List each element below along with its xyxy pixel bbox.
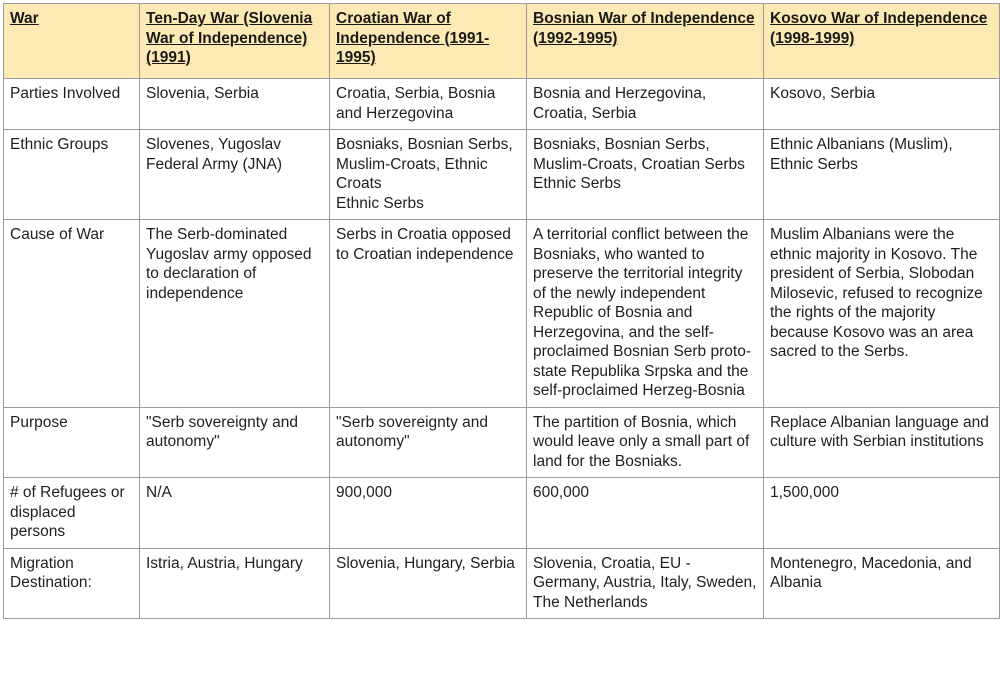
cell-text: Serbs in Croatia opposed to Croatian independence xyxy=(336,226,514,263)
table-cell-croatian xyxy=(330,79,527,130)
table-cell-croatian xyxy=(330,407,527,478)
header-war-croatian: Croatian War of Independence (1991-1995) xyxy=(330,4,527,79)
cell-text: "Serb sovereignty and autonomy" xyxy=(336,413,488,450)
table-cell-bosnian xyxy=(527,548,764,619)
cell-text: 1,500,000 xyxy=(770,484,839,501)
header-row xyxy=(4,4,1000,79)
cell-text: Ethnic Albanians (Muslim), Ethnic Serbs xyxy=(770,136,953,173)
cell-text: "Serb sovereignty and autonomy" xyxy=(146,413,298,450)
cell-text: Istria, Austria, Hungary xyxy=(146,554,303,572)
header-label: War xyxy=(4,4,140,79)
cell-text: 600,000 xyxy=(533,484,590,501)
table-cell-ten-day xyxy=(140,548,330,619)
table-cell-kosovo xyxy=(764,130,1000,220)
row-label: Ethnic Groups xyxy=(4,130,140,220)
cell-text: Replace Albanian language and culture with Serbian institutions xyxy=(770,413,989,450)
table-row-migration-destination xyxy=(4,548,1000,619)
table-cell-croatian xyxy=(330,220,527,408)
cell-text: Slovenia, Hungary, Serbia xyxy=(336,554,515,572)
header-war-ten-day: Ten-Day War (Slovenia War of Independence) (1991) xyxy=(140,4,330,79)
cell-text: Kosovo, Serbia xyxy=(770,85,876,102)
cell-text: A territorial conflict between the Bosniaks, who wanted to preserve the territorial integrity of the newly independent Republic of Bosnia and Herzegovina, and the self-proclaimed Bosnian Serb proto-state Republika Srpska and the self-proclaimed Herzeg-Bosnia xyxy=(533,226,751,399)
cell-text: Bosnia and Herzegovina, Croatia, Serbia xyxy=(533,85,707,122)
cell-text: The Serb-dominated Yugoslav army opposed to declaration of independence xyxy=(146,226,312,302)
header-war-bosnian: Bosnian War of Independence (1992-1995) xyxy=(527,4,764,79)
table-cell-bosnian xyxy=(527,220,764,408)
table-cell-kosovo xyxy=(764,548,1000,619)
table-cell-ten-day xyxy=(140,130,330,220)
table-body xyxy=(4,4,1000,619)
table-cell-bosnian xyxy=(527,407,764,478)
table-cell-kosovo xyxy=(764,407,1000,478)
cell-text: Ethnic Serbs xyxy=(336,194,424,212)
row-label: Cause of War xyxy=(4,220,140,408)
table-cell-bosnian xyxy=(527,478,764,549)
cell-text: Muslim Albanians were the ethnic majority in Kosovo. The president of Serbia, Slobodan Milosevic, refused to recognize the rights of the majority because Kosovo was an area sacred to the Serbs. xyxy=(770,226,983,360)
table-row-cause-of-war xyxy=(4,220,1000,408)
header-war-kosovo: Kosovo War of Independence (1998-1999) xyxy=(764,4,1000,79)
table-row-parties-involved xyxy=(4,79,1000,130)
table-cell-kosovo xyxy=(764,79,1000,130)
table-cell-croatian xyxy=(330,130,527,220)
row-label: Migration Destination: xyxy=(4,548,140,619)
cell-text: N/A xyxy=(146,484,172,501)
table-cell-kosovo xyxy=(764,478,1000,549)
cell-text: The partition of Bosnia, which would leave only a small part of land for the Bosniaks. xyxy=(533,413,750,470)
cell-text: Montenegro, Macedonia, and Albania xyxy=(770,554,972,591)
table-row-refugees-count xyxy=(4,478,1000,549)
table-cell-ten-day xyxy=(140,79,330,130)
table-cell-croatian xyxy=(330,478,527,549)
cell-text: Ethnic Serbs xyxy=(533,175,621,192)
cell-text: Croatia, Serbia, Bosnia and Herzegovina xyxy=(336,85,496,122)
cell-text: Slovenia, Croatia, EU - Germany, Austria, Italy, Sweden, The Netherlands xyxy=(533,554,757,611)
table-row-ethnic-groups xyxy=(4,130,1000,220)
table-cell-ten-day xyxy=(140,220,330,408)
table-cell-ten-day xyxy=(140,478,330,549)
cell-text: Bosniaks, Bosnian Serbs, Muslim-Croats, Ethnic Croats xyxy=(336,136,513,192)
table-row-purpose xyxy=(4,407,1000,478)
row-label: # of Refugees or displaced persons xyxy=(4,478,140,549)
cell-text: 900,000 xyxy=(336,484,393,501)
table-cell-kosovo xyxy=(764,220,1000,408)
cell-text: Slovenia, Serbia xyxy=(146,85,259,102)
row-label: Purpose xyxy=(4,407,140,478)
table-cell-ten-day xyxy=(140,407,330,478)
row-label: Parties Involved xyxy=(4,79,140,130)
table-cell-bosnian xyxy=(527,79,764,130)
table-cell-bosnian xyxy=(527,130,764,220)
table-cell-croatian xyxy=(330,548,527,619)
cell-text: Slovenes, Yugoslav Federal Army (JNA) xyxy=(146,136,283,173)
cell-text: Bosniaks, Bosnian Serbs, Muslim-Croats, Croatian Serbs xyxy=(533,136,745,173)
war-comparison-table xyxy=(3,3,1000,619)
